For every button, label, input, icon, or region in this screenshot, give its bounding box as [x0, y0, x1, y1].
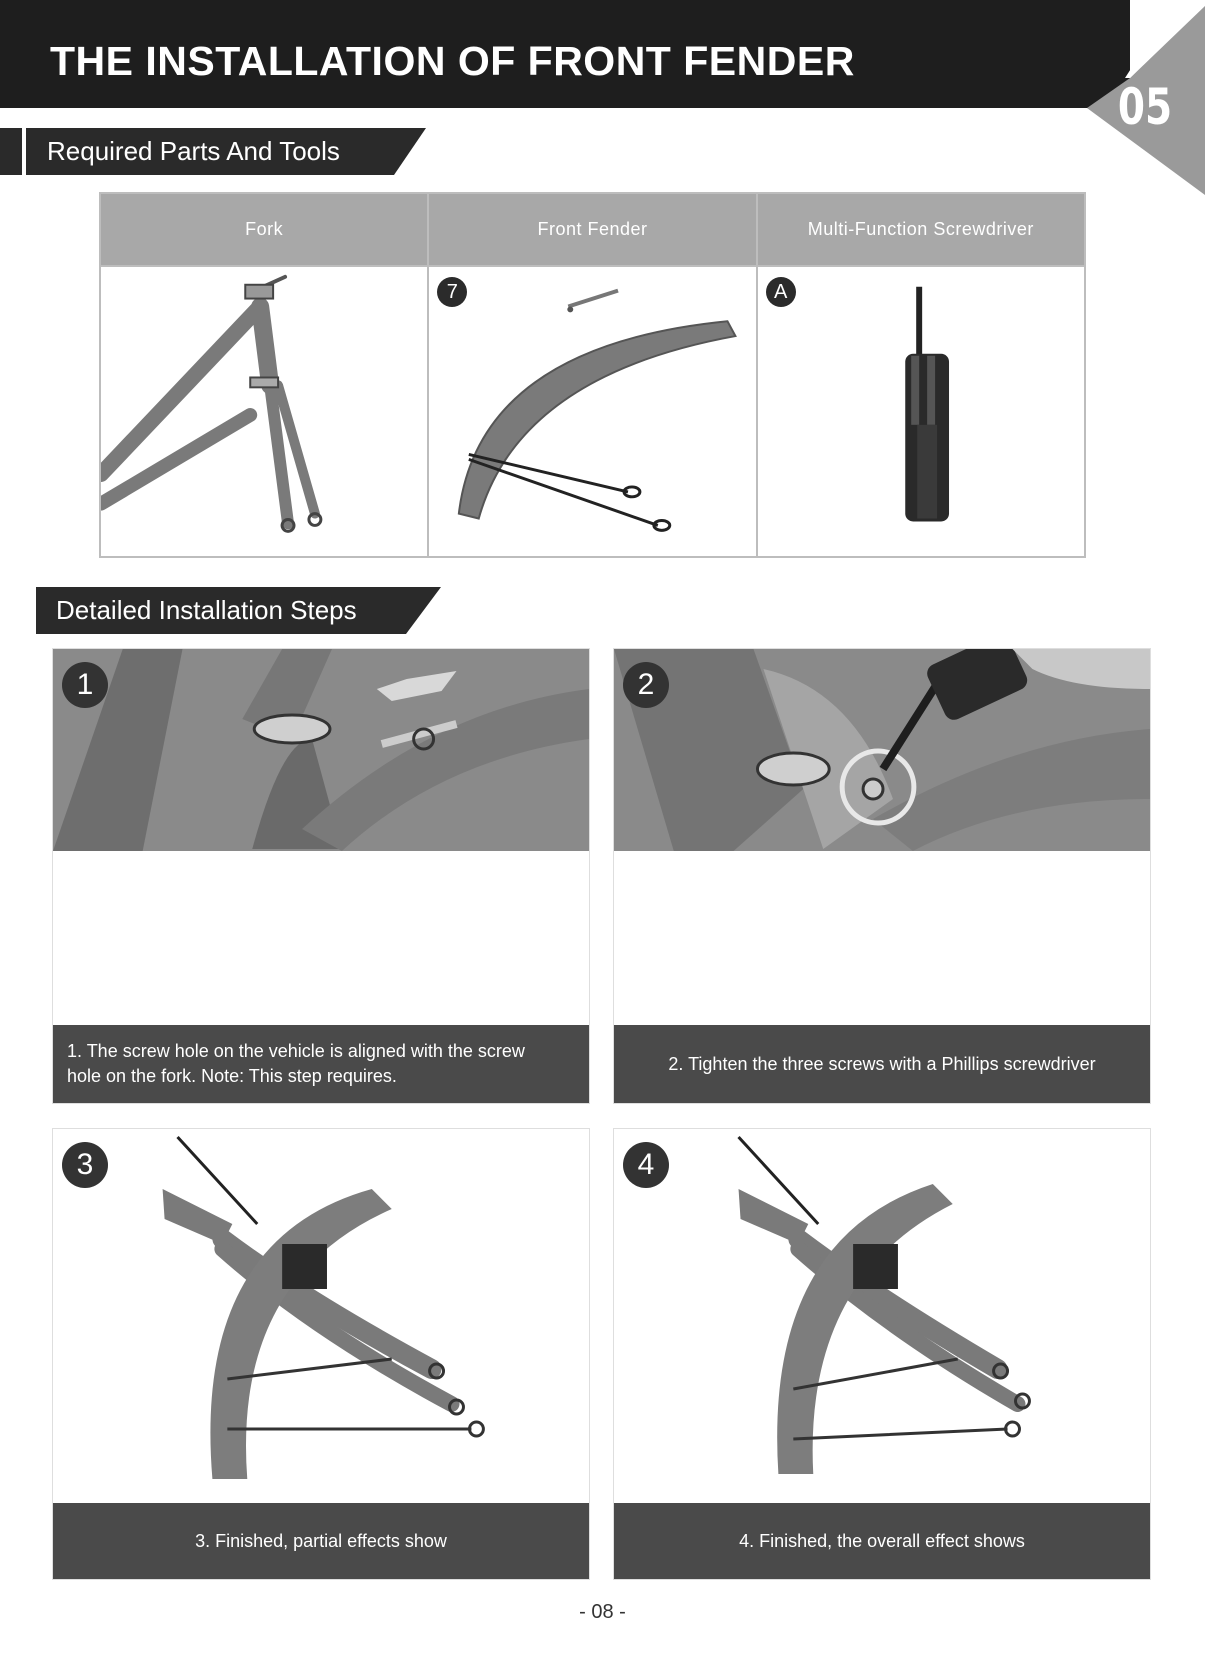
section-heading-text: Detailed Installation Steps: [56, 595, 357, 625]
step-2-caption: [614, 1025, 1150, 1103]
step-3-caption: [53, 1503, 589, 1579]
step-2-photo: [614, 649, 1150, 851]
section-heading-required-parts: [0, 128, 430, 175]
step-card-4: [613, 1128, 1151, 1580]
step-card-2: [613, 648, 1151, 1104]
step-3-photo: [53, 1129, 589, 1503]
screwdriver-illustration: [758, 267, 1084, 556]
section-heading-installation-steps: [36, 587, 441, 634]
front-fender-illustration: [429, 267, 755, 556]
section-heading-text: Required Parts And Tools: [47, 136, 340, 166]
fork-illustration: [101, 267, 427, 556]
part-badge: 7: [437, 277, 467, 307]
step-caption-text: 3. Finished, partial effects show: [195, 1530, 447, 1551]
step-3-illustration: [53, 1129, 589, 1503]
part-label: Front Fender: [429, 194, 755, 265]
part-label: Multi-Function Screwdriver: [758, 194, 1084, 265]
step-caption-text: 2. Tighten the three screws with a Phillips screwdriver: [668, 1053, 1096, 1074]
front-fender-image: [429, 265, 755, 556]
part-column-front-fender: [429, 194, 757, 556]
step-number-badge: 4: [623, 1142, 669, 1188]
page-number: - 08 -: [579, 1601, 626, 1623]
screwdriver-image: [758, 265, 1084, 556]
step-4-caption: [614, 1503, 1150, 1579]
part-badge: A: [766, 277, 796, 307]
step-1-illustration: [53, 649, 589, 851]
step-card-1: [52, 648, 590, 1104]
step-caption-text: 4. Finished, the overall effect shows: [739, 1530, 1025, 1551]
fork-image: [101, 265, 427, 556]
step-card-3: [52, 1128, 590, 1580]
part-column-fork: [101, 194, 429, 556]
step-1-caption: [53, 1025, 589, 1103]
step-2-illustration: [614, 649, 1150, 851]
part-column-screwdriver: [758, 194, 1084, 556]
step-4-photo: [614, 1129, 1150, 1503]
step-4-illustration: [614, 1129, 1150, 1503]
step-1-photo: [53, 649, 589, 851]
step-number-badge: 2: [623, 662, 669, 708]
step-caption-text: 1. The screw hole on the vehicle is aligned with the screw hole on the fork. Note: This step requires.: [67, 1041, 525, 1086]
page-title: THE INSTALLATION OF FRONT FENDER: [50, 38, 855, 84]
chapter-number: 05: [1117, 78, 1173, 136]
part-label: Fork: [101, 194, 427, 265]
step-number-badge: 3: [62, 1142, 108, 1188]
parts-table: [99, 192, 1086, 558]
step-number-badge: 1: [62, 662, 108, 708]
